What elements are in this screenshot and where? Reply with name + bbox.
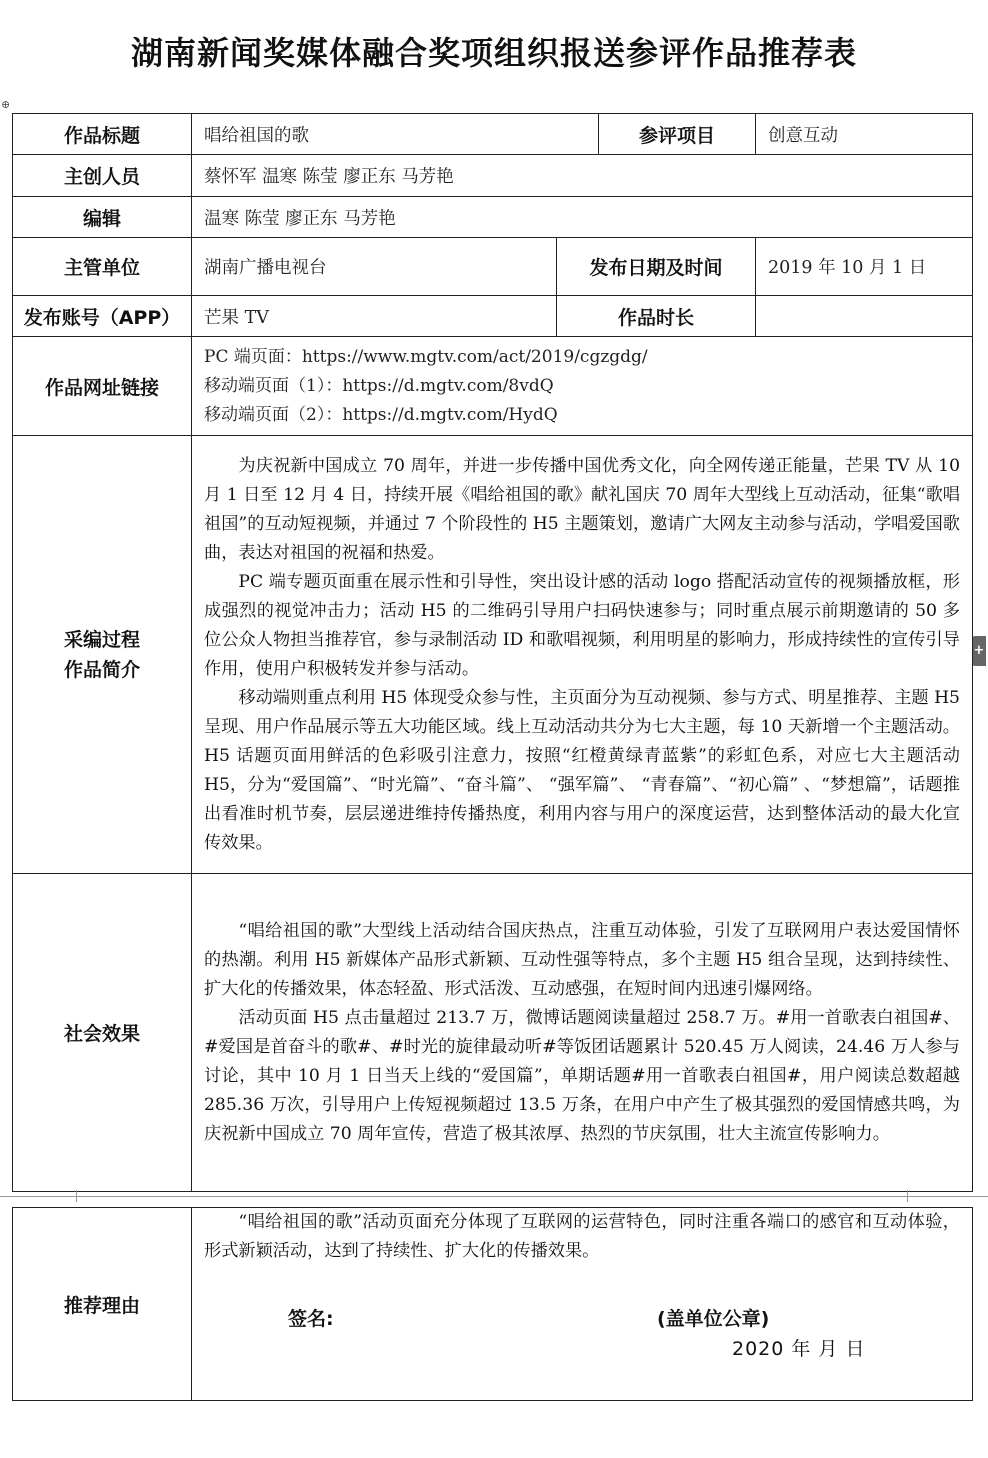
table-move-handle-icon[interactable]: ⊕ <box>1 98 11 111</box>
duration-value[interactable] <box>756 296 973 337</box>
work-title-label: 作品标题 <box>13 114 192 155</box>
unit-label: 主管单位 <box>13 238 192 296</box>
table-row <box>13 436 973 874</box>
table-row <box>13 197 973 238</box>
link-mobile-2[interactable]: 移动端页面（2）：https://d.mgtv.com/HydQ <box>204 404 558 425</box>
process-label-line2: 作品简介 <box>63 658 140 681</box>
reason-block <box>192 1208 972 1398</box>
link-mobile-1[interactable]: 移动端页面（1）：https://d.mgtv.com/8vdQ <box>204 375 554 396</box>
recommendation-table <box>12 113 973 1192</box>
process-paragraph-3: 移动端则重点利用 H5 体现受众参与性，主页面分为互动视频、参与方式、明星推荐、主题 H5 呈现、用户作品展示等五大功能区域。线上互动活动共分为七大主题，每 10 天新增一个主题活动。H5 话题页面用鲜活的色彩吸引注意力，按照“红橙黄绿青蓝紫”的彩虹色系，对应七大主题活动 H5，分为“爱国篇”、“时光篇”、“奋斗篇”、 “强军篇”、 “青春篇”、“初心篇” 、“梦想篇”，话题推出看准时机节奏，层层递进维持传播热度，利用内容与用户的深度运营，达到整体活动的最大化宣传效果。 <box>204 687 960 853</box>
table-row <box>13 1208 973 1401</box>
page-break-tick <box>76 1190 77 1202</box>
work-title-value[interactable]: 唱给祖国的歌 <box>192 114 599 155</box>
editors-value[interactable]: 温寒 陈莹 廖正东 马芳艳 <box>192 197 973 238</box>
editors-label: 编辑 <box>13 197 192 238</box>
reason-value[interactable] <box>192 1208 973 1401</box>
page-break-divider <box>0 1196 988 1197</box>
creators-value[interactable]: 蔡怀军 温寒 陈莹 廖正东 马芳艳 <box>192 155 973 197</box>
publish-time-value[interactable]: 2019 年 10 月 1 日 <box>756 238 973 296</box>
effect-paragraph-1: “唱给祖国的歌”大型线上活动结合国庆热点，注重互动体验，引发了互联网用户表达爱国情怀的热潮。利用 H5 新媒体产品形式新颖、互动性强等特点，多个主题 H5 组合呈现，达到持续性、扩大化的传播效果，体态轻盈、形式活泼、互动感强，在短时间内迅速引爆网络。 <box>204 920 960 999</box>
links-value[interactable] <box>192 337 973 436</box>
sign-date: 2020 年 月 日 <box>732 1338 866 1360</box>
process-label-line1: 采编过程 <box>63 628 140 651</box>
account-value[interactable]: 芒果 TV <box>192 296 557 337</box>
process-label <box>13 436 192 874</box>
links-label: 作品网址链接 <box>13 337 192 436</box>
table-row <box>13 296 973 337</box>
table-row <box>13 114 973 155</box>
category-label: 参评项目 <box>599 114 756 155</box>
process-paragraph-2: PC 端专题页面重在展示性和引导性，突出设计感的活动 logo 搭配活动宣传的视频播放框，形成强烈的视觉冲击力；活动 H5 的二维码引导用户扫码快速参与；同时重点展示前期邀请的 50 多位公众人物担当推荐官，参与录制活动 ID 和歌唱视频，利用明星的影响力，形成持续性的宣传引导作用，使用户积极转发并参与活动。 <box>204 571 960 679</box>
publish-time-label: 发布日期及时间 <box>557 238 756 296</box>
unit-value[interactable]: 湖南广播电视台 <box>192 238 557 296</box>
duration-label: 作品时长 <box>557 296 756 337</box>
creators-label: 主创人员 <box>13 155 192 197</box>
table-row <box>13 874 973 1192</box>
seal-label: (盖单位公章) <box>657 1308 770 1330</box>
sign-label: 签名: <box>288 1308 334 1330</box>
reason-text: “唱给祖国的歌”活动页面充分体现了互联网的运营特色，同时注重各端口的感官和互动体验，形式新颖活动，达到了持续性、扩大化的传播效果。 <box>204 1212 960 1261</box>
effect-value[interactable] <box>192 874 973 1192</box>
category-value[interactable]: 创意互动 <box>756 114 973 155</box>
process-value[interactable] <box>192 436 973 874</box>
reason-label: 推荐理由 <box>13 1208 192 1401</box>
table-row <box>13 337 973 436</box>
page-title: 湖南新闻奖媒体融合奖项组织报送参评作品推荐表 <box>130 34 857 72</box>
process-paragraph-1: 为庆祝新中国成立 70 周年，并进一步传播中国优秀文化，向全网传递正能量，芒果 TV 从 10 月 1 日至 12 月 4 日，持续开展《唱给祖国的歌》献礼国庆 70 周年大型线上互动活动，征集“歌唱祖国”的互动短视频，并通过 7 个阶段性的 H5 主题策划，邀请广大网友主动参与活动，学唱爱国歌曲，表达对祖国的祝福和热爱。 <box>204 455 960 563</box>
page-break-tick <box>907 1190 908 1202</box>
effect-paragraph-2: 活动页面 H5 点击量超过 213.7 万，微博话题阅读量超过 258.7 万。#用一首歌表白祖国#、#爱国是首奋斗的歌#、#时光的旋律最动听#等饭团话题累计 520.45 万人阅读，24.46 万人参与讨论，其中 10 月 1 日当天上线的“爱国篇”，单期话题#用一首歌表白祖国#，用户阅读总数超越 285.36 万次，引导用户上传短视频超过 13.5 万条，在用户中产生了极其强烈的爱国情感共鸣，为庆祝新中国成立 70 周年宣传，营造了极其浓厚、热烈的节庆氛围，壮大主流宣传影响力。 <box>204 1007 960 1144</box>
link-pc[interactable]: PC 端页面：https://www.mgtv.com/act/2019/cgzgdg/ <box>204 346 648 367</box>
account-label: 发布账号（APP） <box>13 296 192 337</box>
recommendation-reason-table <box>12 1207 973 1401</box>
table-row <box>13 238 973 296</box>
table-row <box>13 155 973 197</box>
add-comment-icon[interactable]: + <box>972 636 986 666</box>
effect-label: 社会效果 <box>13 874 192 1192</box>
